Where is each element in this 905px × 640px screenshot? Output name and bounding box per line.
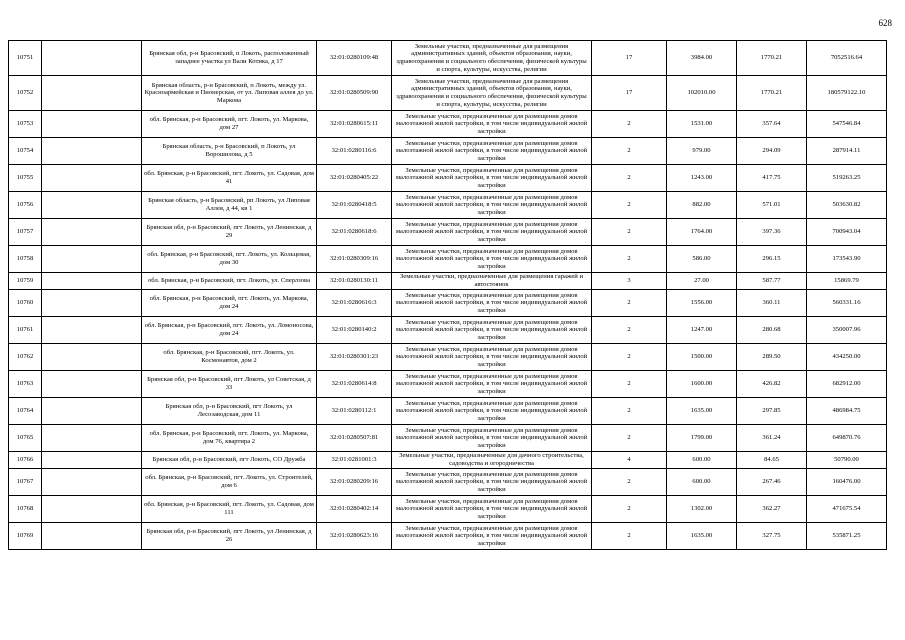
cadastral-value-cell: 503630.82: [807, 192, 887, 219]
address-cell: Брянская обл, р-н Брасовский, пгт Локоть, ул Лесозаводская, дом 11: [142, 398, 317, 425]
table-row: [9, 425, 887, 452]
land-purpose-cell: Земельные участки, предназначенные для размещения домов малоэтажной жилой застройки, в том числе индивидуальной жилой застройки: [392, 398, 592, 425]
cadastral-number-cell: 32:01:0280112:1: [317, 398, 392, 425]
address-cell: обл. Брянская, р-н Брасовский, пгт. Локоть, ул. Космонавтов, дом 2: [142, 344, 317, 371]
row-number-cell: 10760: [9, 290, 42, 317]
row-number-cell: 10757: [9, 219, 42, 246]
row-number-cell: 10753: [9, 111, 42, 138]
spacer-cell: [42, 219, 142, 246]
land-purpose-cell: Земельные участки, предназначенные для размещения домов малоэтажной жилой застройки, в том числе индивидуальной жилой застройки: [392, 344, 592, 371]
spacer-cell: [42, 317, 142, 344]
cadastral-number-cell: 32:01:0281001:3: [317, 452, 392, 469]
cadastral-value-cell: 519263.25: [807, 165, 887, 192]
cadastral-number-cell: 32:01:0280615:11: [317, 111, 392, 138]
spacer-cell: [42, 425, 142, 452]
area-cell: 1556.00: [667, 290, 737, 317]
cadastral-number-cell: 32:01:0280309:16: [317, 246, 392, 273]
rate-cell: 587.77: [737, 273, 807, 290]
address-cell: Брянская область, р-н Брасовский, рп Локоть, ул Липовая Аллея, д 44, кв 1: [142, 192, 317, 219]
table-row: [9, 398, 887, 425]
spacer-cell: [42, 496, 142, 523]
area-cell: 882.00: [667, 192, 737, 219]
cadastral-number-cell: 32:01:0280116:6: [317, 138, 392, 165]
table-row: [9, 452, 887, 469]
address-cell: Брянская обл, р-н Брасовский, пгт Локоть, СО Дружба: [142, 452, 317, 469]
rate-cell: 327.75: [737, 523, 807, 550]
cadastral-value-cell: 350007.96: [807, 317, 887, 344]
row-number-cell: 10758: [9, 246, 42, 273]
cadastral-number-cell: 32:01:0280509:90: [317, 76, 392, 111]
address-cell: Брянская обл, р-н Брасовский, п Локоть, расположенный западнее участка ул Вали Котика, д 17: [142, 41, 317, 76]
row-number-cell: 10756: [9, 192, 42, 219]
spacer-cell: [42, 273, 142, 290]
spacer-cell: [42, 523, 142, 550]
row-number-cell: 10755: [9, 165, 42, 192]
group-cell: 2: [592, 290, 667, 317]
table-row: [9, 111, 887, 138]
group-cell: 2: [592, 523, 667, 550]
area-cell: 600.00: [667, 469, 737, 496]
land-purpose-cell: Земельные участки, предназначенные для размещения домов малоэтажной жилой застройки, в том числе индивидуальной жилой застройки: [392, 192, 592, 219]
address-cell: обл. Брянская, р-н Брасовский, пгт. Локоть, ул. Маркова, дом 76, квартира 2: [142, 425, 317, 452]
cadastral-number-cell: 32:01:0280301:23: [317, 344, 392, 371]
cadastral-value-cell: 15869.79: [807, 273, 887, 290]
cadastral-value-cell: 471675.54: [807, 496, 887, 523]
group-cell: 2: [592, 165, 667, 192]
address-cell: обл. Брянская, р-н Брасовский, пгт. Локоть, ул. Ломоносова, дом 24: [142, 317, 317, 344]
rate-cell: 357.64: [737, 111, 807, 138]
spacer-cell: [42, 76, 142, 111]
cadastral-value-cell: 180579122.10: [807, 76, 887, 111]
row-number-cell: 10767: [9, 469, 42, 496]
area-cell: 979.00: [667, 138, 737, 165]
group-cell: 3: [592, 273, 667, 290]
area-cell: 102010.00: [667, 76, 737, 111]
page-number: 628: [878, 18, 892, 28]
cadastral-value-cell: 682912.00: [807, 371, 887, 398]
land-purpose-cell: Земельные участки, предназначенные для размещения домов малоэтажной жилой застройки, в том числе индивидуальной жилой застройки: [392, 469, 592, 496]
spacer-cell: [42, 111, 142, 138]
cadastral-value-cell: 700943.04: [807, 219, 887, 246]
address-cell: обл. Брянская, р-н Брасовский, пгт. Локоть, ул. Кольцевая, дом 30: [142, 246, 317, 273]
cadastral-value-cell: 535871.25: [807, 523, 887, 550]
rate-cell: 397.36: [737, 219, 807, 246]
rate-cell: 361.24: [737, 425, 807, 452]
land-purpose-cell: Земельные участки, предназначенные для размещения домов малоэтажной жилой застройки, в том числе индивидуальной жилой застройки: [392, 111, 592, 138]
cadastral-value-cell: 486984.75: [807, 398, 887, 425]
rate-cell: 280.68: [737, 317, 807, 344]
spacer-cell: [42, 41, 142, 76]
row-number-cell: 10765: [9, 425, 42, 452]
row-number-cell: 10769: [9, 523, 42, 550]
group-cell: 2: [592, 344, 667, 371]
land-purpose-cell: Земельные участки, предназначенные для размещения гаражей и автостоянок: [392, 273, 592, 290]
cadastral-value-cell: 160476.00: [807, 469, 887, 496]
address-cell: обл. Брянская, р-н Брасовский, пгт. Локоть, ул. Сперлзова: [142, 273, 317, 290]
address-cell: обл. Брянская, р-н Брасовский, пгт. Локоть, ул. Садовая, дом 41: [142, 165, 317, 192]
land-purpose-cell: Земельные участки, предназначенные для дачного строительства, садоводства и огородничества: [392, 452, 592, 469]
table-row: [9, 219, 887, 246]
rate-cell: 267.46: [737, 469, 807, 496]
rate-cell: 1770.21: [737, 41, 807, 76]
cadastral-number-cell: 32:01:0280623:16: [317, 523, 392, 550]
row-number-cell: 10764: [9, 398, 42, 425]
row-number-cell: 10751: [9, 41, 42, 76]
rate-cell: 417.75: [737, 165, 807, 192]
row-number-cell: 10768: [9, 496, 42, 523]
area-cell: 1247.00: [667, 317, 737, 344]
spacer-cell: [42, 452, 142, 469]
cadastral-number-cell: 32:01:0280507:81: [317, 425, 392, 452]
spacer-cell: [42, 469, 142, 496]
spacer-cell: [42, 344, 142, 371]
area-cell: 1635.00: [667, 523, 737, 550]
group-cell: 17: [592, 76, 667, 111]
table-row: [9, 273, 887, 290]
rate-cell: 289.50: [737, 344, 807, 371]
table-row: [9, 76, 887, 111]
address-cell: Брянская обл, р-н Брасовский, пгт Локоть, ул Ленинская, д 29: [142, 219, 317, 246]
land-purpose-cell: Земельные участки, предназначенные для размещения административных зданий, объектов образования, науки, здравоохранения и социального обеспечения, физической культуры и спорта, культуры, искусства, религии: [392, 41, 592, 76]
cadastral-number-cell: 32:01:0280109:48: [317, 41, 392, 76]
cadastral-number-cell: 32:01:0280402:14: [317, 496, 392, 523]
group-cell: 17: [592, 41, 667, 76]
group-cell: 2: [592, 219, 667, 246]
rate-cell: 1770.21: [737, 76, 807, 111]
row-number-cell: 10752: [9, 76, 42, 111]
rate-cell: 571.01: [737, 192, 807, 219]
area-cell: 27.00: [667, 273, 737, 290]
row-number-cell: 10754: [9, 138, 42, 165]
area-cell: 1302.00: [667, 496, 737, 523]
address-cell: обл. Брянская, р-н Брасовский, пгт. Локоть, ул. Маркова, дом 24: [142, 290, 317, 317]
cadastral-value-cell: 649870.76: [807, 425, 887, 452]
table-row: [9, 523, 887, 550]
spacer-cell: [42, 138, 142, 165]
table-row: [9, 41, 887, 76]
spacer-cell: [42, 246, 142, 273]
row-number-cell: 10759: [9, 273, 42, 290]
area-cell: 3984.00: [667, 41, 737, 76]
rate-cell: 362.27: [737, 496, 807, 523]
spacer-cell: [42, 398, 142, 425]
table-row: [9, 317, 887, 344]
land-purpose-cell: Земельные участки, предназначенные для размещения домов малоэтажной жилой застройки, в том числе индивидуальной жилой застройки: [392, 246, 592, 273]
group-cell: 2: [592, 111, 667, 138]
land-purpose-cell: Земельные участки, предназначенные для размещения домов малоэтажной жилой застройки, в том числе индивидуальной жилой застройки: [392, 317, 592, 344]
cadastral-number-cell: 32:01:0280418:5: [317, 192, 392, 219]
cadastral-number-cell: 32:01:0280140:2: [317, 317, 392, 344]
land-purpose-cell: Земельные участки, предназначенные для размещения домов малоэтажной жилой застройки, в том числе индивидуальной жилой застройки: [392, 371, 592, 398]
address-cell: обл. Брянская, р-н Брасовский, пгт. Локоть, ул. Садовая, дом 111: [142, 496, 317, 523]
table-row: [9, 371, 887, 398]
address-cell: Брянская обл, р-н Брасовский, пгт Локоть, ул Ленинская, д 26: [142, 523, 317, 550]
row-number-cell: 10763: [9, 371, 42, 398]
group-cell: 2: [592, 371, 667, 398]
cadastral-value-cell: 50790.00: [807, 452, 887, 469]
rate-cell: 360.11: [737, 290, 807, 317]
address-cell: обл. Брянская, р-н Брасовский, пгт. Локоть, ул. Строителей, дом 6: [142, 469, 317, 496]
rate-cell: 84.65: [737, 452, 807, 469]
row-number-cell: 10766: [9, 452, 42, 469]
rate-cell: 296.15: [737, 246, 807, 273]
table-row: [9, 290, 887, 317]
cadastral-value-cell: 287914.11: [807, 138, 887, 165]
group-cell: 2: [592, 398, 667, 425]
cadastral-number-cell: 32:01:0280130:11: [317, 273, 392, 290]
group-cell: 2: [592, 246, 667, 273]
cadastral-number-cell: 32:01:0280614:8: [317, 371, 392, 398]
spacer-cell: [42, 165, 142, 192]
land-purpose-cell: Земельные участки, предназначенные для размещения домов малоэтажной жилой застройки, в том числе индивидуальной жилой застройки: [392, 138, 592, 165]
land-purpose-cell: Земельные участки, предназначенные для размещения административных зданий, объектов образования, науки, здравоохранения и социального обеспечения, физической культуры и спорта, культуры, искусства, религии: [392, 76, 592, 111]
area-cell: 586.00: [667, 246, 737, 273]
area-cell: 1799.00: [667, 425, 737, 452]
area-cell: 1500.00: [667, 344, 737, 371]
group-cell: 2: [592, 425, 667, 452]
area-cell: 1243.00: [667, 165, 737, 192]
cadastral-number-cell: 32:01:0280405:22: [317, 165, 392, 192]
group-cell: 2: [592, 496, 667, 523]
table-row: [9, 165, 887, 192]
address-cell: Брянская обл, р-н Брасовский, пгт Локоть, ул Советская, д 33: [142, 371, 317, 398]
rate-cell: 294.09: [737, 138, 807, 165]
address-cell: обл. Брянская, р-н Брасовский, пгт. Локоть, ул. Маркова, дом 27: [142, 111, 317, 138]
land-purpose-cell: Земельные участки, предназначенные для размещения домов малоэтажной жилой застройки, в том числе индивидуальной жилой застройки: [392, 523, 592, 550]
cadastral-number-cell: 32:01:0280616:3: [317, 290, 392, 317]
table-row: [9, 469, 887, 496]
rate-cell: 297.85: [737, 398, 807, 425]
land-purpose-cell: Земельные участки, предназначенные для размещения домов малоэтажной жилой застройки, в том числе индивидуальной жилой застройки: [392, 496, 592, 523]
cadastral-number-cell: 32:01:0280618:6: [317, 219, 392, 246]
table-row: [9, 246, 887, 273]
cadastral-value-cell: 7052516.64: [807, 41, 887, 76]
land-purpose-cell: Земельные участки, предназначенные для размещения домов малоэтажной жилой застройки, в том числе индивидуальной жилой застройки: [392, 165, 592, 192]
spacer-cell: [42, 192, 142, 219]
cadastral-value-cell: 547546.84: [807, 111, 887, 138]
area-cell: 1600.00: [667, 371, 737, 398]
land-purpose-cell: Земельные участки, предназначенные для размещения домов малоэтажной жилой застройки, в том числе индивидуальной жилой застройки: [392, 425, 592, 452]
group-cell: 4: [592, 452, 667, 469]
rate-cell: 426.82: [737, 371, 807, 398]
area-cell: 1531.00: [667, 111, 737, 138]
area-cell: 1635.00: [667, 398, 737, 425]
address-cell: Брянская область, р-н Брасовский, п Локоть, ул Ворошилова, д 5: [142, 138, 317, 165]
address-cell: Брянская область, р-н Брасовский, п Локоть, между ул. Красноармейская и Пионерская, от ул. Липовая аллея до ул. Маркова: [142, 76, 317, 111]
cadastral-value-cell: 560331.16: [807, 290, 887, 317]
group-cell: 2: [592, 469, 667, 496]
table-row: [9, 192, 887, 219]
cadastral-number-cell: 32:01:0280209:16: [317, 469, 392, 496]
table-row: [9, 344, 887, 371]
group-cell: 2: [592, 192, 667, 219]
cadastral-value-cell: 434250.00: [807, 344, 887, 371]
cadastral-value-cell: 173543.90: [807, 246, 887, 273]
table-row: [9, 496, 887, 523]
area-cell: 1764.00: [667, 219, 737, 246]
table-row: [9, 138, 887, 165]
land-registry-table: [8, 40, 887, 550]
group-cell: 2: [592, 138, 667, 165]
row-number-cell: 10762: [9, 344, 42, 371]
area-cell: 600.00: [667, 452, 737, 469]
land-purpose-cell: Земельные участки, предназначенные для размещения домов малоэтажной жилой застройки, в том числе индивидуальной жилой застройки: [392, 290, 592, 317]
spacer-cell: [42, 290, 142, 317]
group-cell: 2: [592, 317, 667, 344]
land-purpose-cell: Земельные участки, предназначенные для размещения домов малоэтажной жилой застройки, в том числе индивидуальной жилой застройки: [392, 219, 592, 246]
spacer-cell: [42, 371, 142, 398]
row-number-cell: 10761: [9, 317, 42, 344]
